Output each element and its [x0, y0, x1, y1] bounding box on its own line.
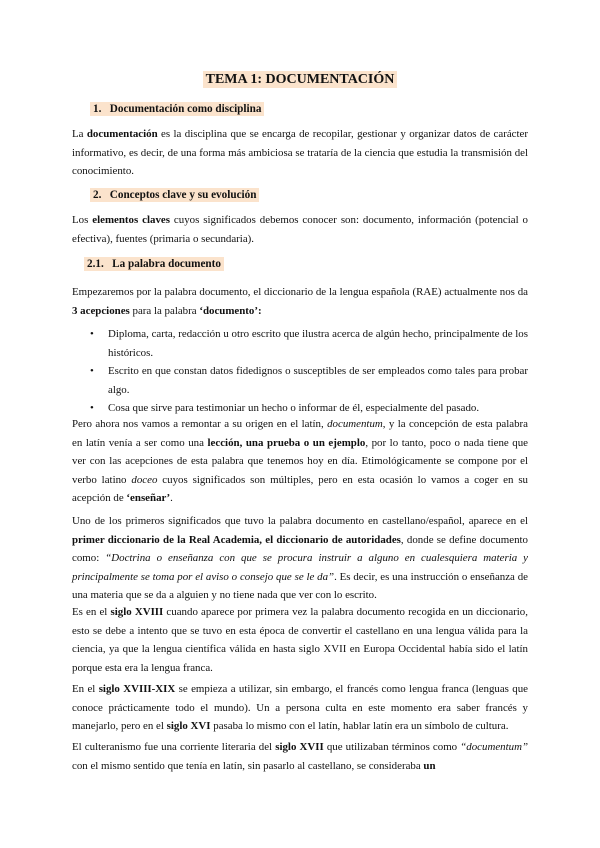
paragraph-frances-lengua-franca: En el siglo XVIII-XIX se empieza a utilizar, sin embargo, el francés como lengua franca (lenguas que conoce prácticamente todo el mundo). Un a persona culta en este momento era saber francés y manejarlo, pero en el siglo XVI pasaba lo mismo con el latín, hablar latín era un símbolo de cultura.: [72, 683, 528, 733]
acepciones-list: [72, 325, 528, 418]
paragraph-elementos-claves: Los elementos claves cuyos significados debemos conocer son: documento, información (potencial o efectiva), fuentes (primaria o secundaria).: [72, 214, 528, 245]
paragraph-origen-latin: Pero ahora nos vamos a remontar a su origen en el latín, documentum, y la concepción de esta palabra en latín venía a ser como una lección, una prueba o un ejemplo, por lo tanto, poco o nada tiene que ver con las acepciones de esta palabra que tenemos hoy en día. Etimológicamente se compone por el verbo latino doceo cuyos significados son múltiples, pero en esta ocasión lo vamos a coger en su acepción de ‘enseñar’.: [72, 418, 529, 505]
list-item: • Escrito en que constan datos fidedignos o susceptibles de ser empleados como tales para probar algo.: [72, 362, 528, 399]
document-title: TEMA 1: DOCUMENTACIÓN: [0, 72, 600, 88]
heading-conceptos-clave: 2. Conceptos clave y su evolución: [90, 189, 259, 201]
paragraph-culteranismo: El culteranismo fue una corriente literaria del siglo XVII que utilizaban términos como “documentum” con el mismo sentido que tenía en latín, sin pasarlo al castellano, se consideraba un: [72, 741, 528, 772]
list-item: • Diploma, carta, redacción u otro escrito que ilustra acerca de algún hecho, principalmente de los históricos.: [72, 325, 528, 362]
list-item: • Cosa que sirve para testimoniar un hecho o informar de él, especialmente del pasado.: [72, 399, 528, 418]
paragraph-acepciones: Empezaremos por la palabra documento, el diccionario de la lengua española (RAE) actualmente nos da 3 acepciones para la palabra ‘documento’:: [72, 286, 528, 317]
paragraph-siglo-xviii: Es en el siglo XVIII cuando aparece por primera vez la palabra documento recogida en un diccionario, esto se debe a intento que se tuvo en esta época de convertir el castellano en una lengua válida para la ciencia, ya que la lengua científica válida en hasta siglo XVII en Europa Occidental había sido el latín porque esta era la lengua franca.: [72, 606, 528, 674]
heading-documentacion-disciplina: 1. Documentación como disciplina: [90, 103, 264, 115]
paragraph-definicion: La documentación es la disciplina que se encarga de recopilar, gestionar y organizar datos de carácter informativo, es decir, de una forma más ambiciosa se trataría de la ciencia que estudia la transmisión del conocimiento.: [72, 128, 528, 178]
paragraph-diccionario-autoridades: Uno de los primeros significados que tuvo la palabra documento en castellano/español, aparece en el primer diccionario de la Real Academia, el diccionario de autoridades, donde se define documento como: “Doctrina o enseñanza con que se procura instruir a alguno en cualesquiera materia y principalmente se toma por el aviso o consejo que se le da”. Es decir, es una instrucción o enseñanza de una materia que se da a alguien y no tiene nada que ver con lo escrito.: [72, 515, 528, 602]
heading-palabra-documento: 2.1. La palabra documento: [84, 258, 224, 270]
